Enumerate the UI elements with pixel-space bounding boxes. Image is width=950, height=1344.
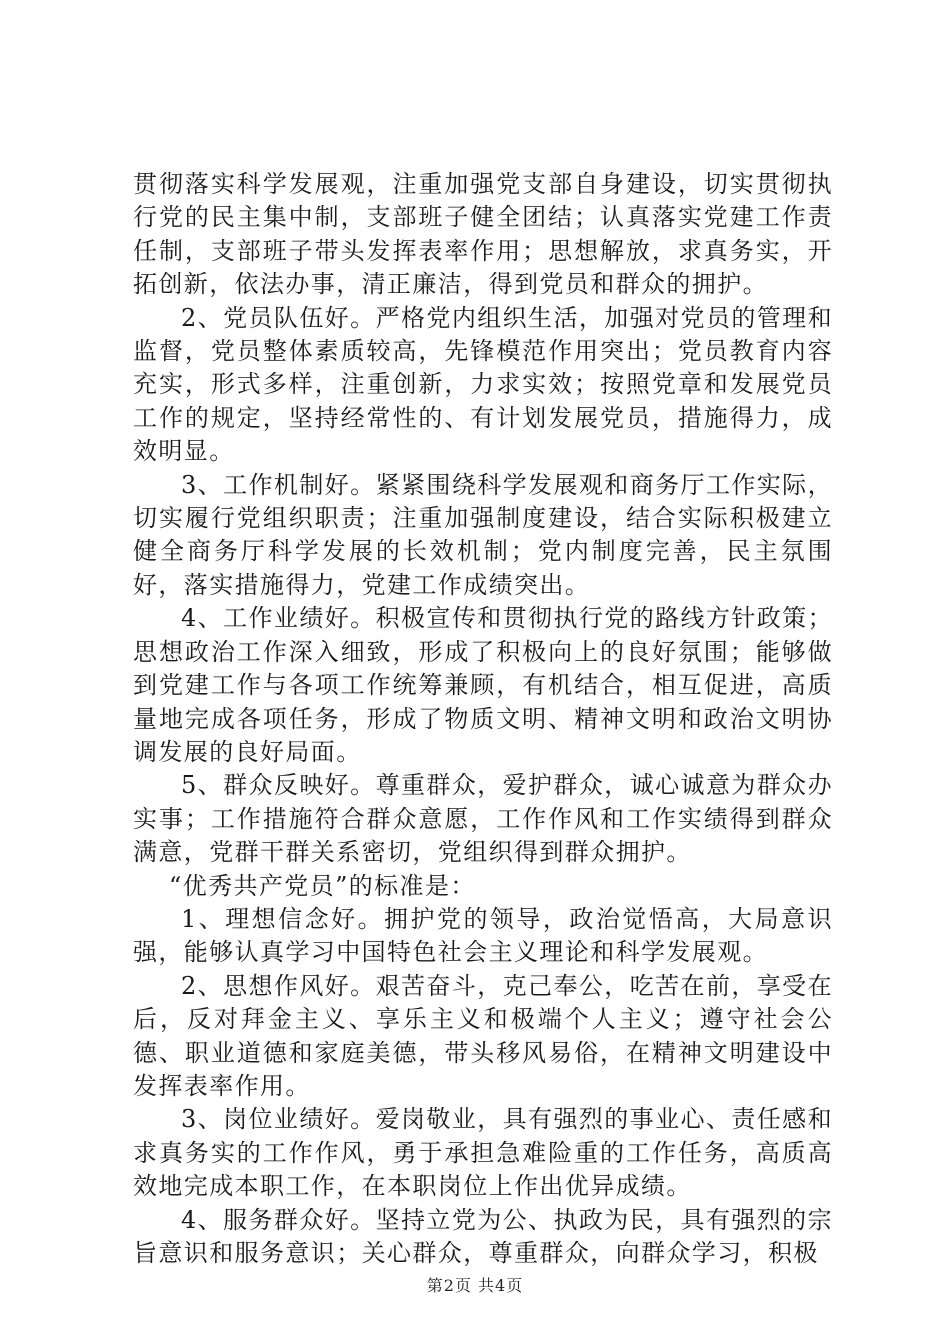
paragraph-job-performance: 3、岗位业绩好。爱岗敬业，具有强烈的事业心、责任感和求真务实的工作作风，勇于承担急难险重的工作任务，高质高效地完成本职工作，在本职岗位上作出优异成绩。 bbox=[133, 1105, 833, 1201]
paragraph-ideals-beliefs: 1、理想信念好。拥护党的领导，政治觉悟高，大局意识强，能够认真学习中国特色社会主义理论和科学发展观。 bbox=[133, 904, 833, 967]
paragraph-serving-public: 4、服务群众好。坚持立党为公、执政为民，具有强烈的宗旨意识和服务意识；关心群众，尊重群众，向群众学习，积极 bbox=[133, 1205, 833, 1267]
page-number-footer: 第2页 共4页 bbox=[426, 1276, 524, 1295]
paragraph-public-feedback: 5、群众反映好。尊重群众，爱护群众，诚心诚意为群众办实事；工作措施符合群众意愿，工作作风和工作实绩得到群众满意，党群干群关系密切，党组织得到群众拥护。 bbox=[133, 771, 833, 867]
paragraph-party-members: 2、党员队伍好。严格党内组织生活，加强对党员的管理和监督，党员整体素质较高，先锋模范作用突出；党员教育内容充实，形式多样，注重创新，力求实效；按照党章和发展党员工作的规定，坚持经常性的、有计划发展党员，措施得力，成效明显。 bbox=[133, 303, 833, 466]
paragraph-continuation: 贯彻落实科学发展观，注重加强党支部自身建设，切实贯彻执行党的民主集中制，支部班子健全团结；认真落实党建工作责任制，支部班子带头发挥表率作用；思想解放，求真务实，开拓创新，依法办事，清正廉洁，得到党员和群众的拥护。 bbox=[133, 170, 833, 299]
document-body bbox=[133, 168, 833, 1270]
paragraph-work-style: 2、思想作风好。艰苦奋斗，克己奉公，吃苦在前，享受在后，反对拜金主义、享乐主义和极端个人主义；遵守社会公德、职业道德和家庭美德，带头移风易俗，在精神文明建设中发挥表率作用。 bbox=[133, 971, 833, 1100]
paragraph-work-mechanism: 3、工作机制好。紧紧围绕科学发展观和商务厅工作实际，切实履行党组织职责；注重加强制度建设，结合实际积极建立健全商务厅科学发展的长效机制；党内制度完善，民主氛围好，落实措施得力，党建工作成绩突出。 bbox=[133, 470, 833, 599]
paragraph-work-performance: 4、工作业绩好。积极宣传和贯彻执行党的路线方针政策；思想政治工作深入细致，形成了积极向上的良好氛围；能够做到党建工作与各项工作统筹兼顾，有机结合，相互促进，高质量地完成各项任务，形成了物质文明、精神文明和政治文明协调发展的良好局面。 bbox=[133, 604, 833, 766]
paragraph-standard-heading: “优秀共产党员”的标准是： bbox=[169, 871, 476, 900]
